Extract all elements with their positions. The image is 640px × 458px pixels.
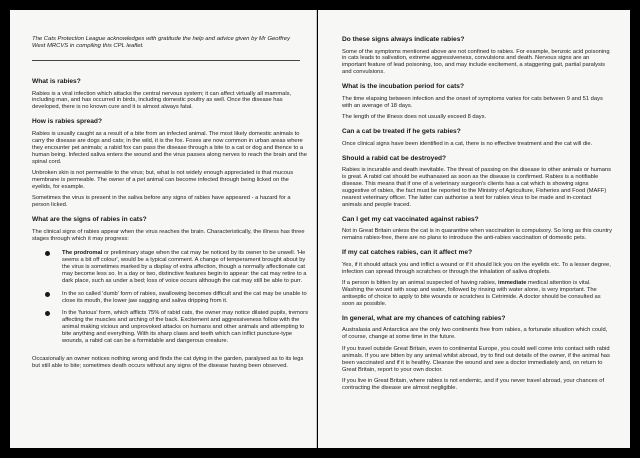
list-item [32,310,308,345]
paragraph: The clinical signs of rabies appear when the virus reaches the brain. Characteristically, the illness has three stages through which it may progress: [32,228,305,242]
heading-treated: Can a cat be treated if he gets rabies? [342,128,461,136]
bullet-text: In the so called 'dumb' form of rabies, swallowing becomes difficult and the cat may be unable to close its mouth, the lower jaw sagging and saliva dripping from it. [62,290,307,304]
paragraph: The time elapsing between infection and the onset of symptoms varies for cats between 9 and 51 days with an average of 18 days. [342,95,603,109]
list-item [32,250,308,285]
paragraph: Yes, if it should attack you and inflict a wound or if it should lick you on the eyelids etc. To a lesser degree, infection can spread through scratches or through the inhalation of saliva droplets. [342,261,611,275]
paragraph: Sometimes the virus is present in the saliva before any signs of rabies have appeared - a hazard for a person licked. [32,195,291,209]
heading-affect-me: If my cat catches rabies, can it affect me? [342,249,473,257]
paragraph: Rabies is a viral infection which attacks the central nervous system; it can affect virtually all mammals, including man, and has occurred in birds, including domestic poultry as well. Once the disease has developed, there is no known cure and it is almost always fatal. [32,90,292,111]
emphasis-immediate: immediate [497,280,527,287]
heading-incubation: What is the incubation period for cats? [342,83,464,91]
heading-chances: In general, what are my chances of catching rabies? [342,314,506,322]
bullet-text: In the 'furious' form, which afflicts 75% of rabid cats, the owner may notice dilated pupils, tremors affecting the muscles and arching of the back. Excitement and aggressiveness follow with the animal making vicious and unprovoked attacks on humans and other animals and attempting to bite anything and everything. With its sharp claws and teeth which can inflict puncture-type wounds, a rabid cat can be a formidable and dangerous creature. [62,310,308,345]
bullet-icon [45,311,50,316]
paragraph: If you live in Great Britain, where rabies is not endemic, and if you never travel abroad, your chances of contracting the disease are almost negligible. [342,378,605,392]
heading-destroyed: Should a rabid cat be destroyed? [342,154,447,162]
paragraph: Unbroken skin is not permeable to the virus; but, what is not widely enough appreciated is that mucous membrane is permeable. The owner of a pet animal can become infected through being licked on the eyelids, for example. [32,170,294,191]
paragraph: If a person is bitten by an animal suspected of having rabies, immediate medical attention is vital. Washing the wound with soap and water, followed by rinsing with water alone, is very important. The antiseptic of choice to apply to bite wounds or scratches is Cetrimide. A doctor should be consulted as soon as possible. [342,280,601,308]
right-column [342,36,612,392]
divider-rule [32,60,300,61]
stages-list [32,250,308,345]
left-page [10,10,317,448]
paragraph: Occasionally an owner notices nothing wrong and finds the cat dying in the garden, paralysed as to its legs but still able to bite; sometimes death occurs without any signs of the disease having been observed. [32,355,304,369]
bullet-icon [45,251,50,256]
paragraph: Some of the symptoms mentioned above are not confined to rabies. For example, benzoic acid poisoning in cats leads to salivation, extreme aggressiveness, convulsions and death. Nervous signs are an important feature of lead poisoning, too, and may include excitement, a staggering gait, partial paralysis and convulsions. [342,48,610,76]
heading-signs-indicate: Do these signs always indicate rabies? [342,36,465,43]
heading-vaccinated: Can I get my cat vaccinated against rabies? [342,215,479,223]
bullet-text: or preliminary stage when the cat may be noticed by its owner to be unwell. 'He seems a bit off colour', would be a typical comment. A change of temperament brought about by the virus is sometimes marked by a display of extra affection, though a normally affectionate cat may become less so. In a day or two, distinctive features begin to appear: the cat may retire to a dark place, such as under a bed; loss of voice occurs although the cat may still be able to purr. [62,249,307,284]
bullet-bold-lead: The prodromal [62,249,103,256]
bullet-icon [45,292,50,297]
paragraph: Australasia and Antarctica are the only two continents free from rabies, a fortunate situation which could, of course, change at some time in the future. [342,327,608,341]
paragraph: Rabies is usually caught as a result of a bite from an infected animal. The most likely domestic animals to carry the disease are dogs and cats; in the wild, it is the fox. Foxes are now common in urban areas where they encounter pet animals; a rabid fox can pass the disease through a bite to a cat or dog and thence to a human being. Infected saliva enters the wound and the virus passes along nerves to reach the brain and the spinal cord. [32,130,307,165]
paragraph: Rabies is incurable and death inevitable. The threat of passing on the disease to other animals or humans is great. A rabid cat should be euthanased as soon as the disease is confirmed. Rabies is a notifiable disease. This means that if one of a veterinary surgeon's clients has a cat which is showing signs suggestive of rabies, the fact must be reported to the Ministry of Agriculture, Fisheries and Food (MAFF) nearest veterinary officer. The latter can authorise a test for rabies virus to be made and in-contact animals and people traced. [342,167,612,208]
left-column [32,78,308,370]
heading-what-is-rabies: What is rabies? [32,78,81,85]
right-page [318,10,630,448]
paragraph: If you travel outside Great Britain, even to continental Europe, you could well come into contact with rabid animals. If you are bitten by any animal whilst abroad, try to find out details of the owner, if the animal has been vaccinated and if it is healthy. Cleanse the wound and see a doctor immediately and, on return to Great Britain, report to your own doctor. [342,345,610,373]
paragraph: The length of the illness does not usually exceed 8 days. [342,114,487,121]
acknowledgement: The Cats Protection League acknowledges with gratitude the help and advice given by Mr Geoffrey West MRCVS in compiling this CPL leaflet. [32,36,291,50]
heading-signs-in-cats: What are the signs of rabies in cats? [32,216,147,224]
paragraph: Not in Great Britain unless the cat is in quarantine when vaccination is compulsory. So long as this country remains rabies-free, there are no plans to introduce the anti-rabies vaccination of domestic pets. [342,228,612,242]
paragraph: Once clinical signs have been identified in a cat, there is no effective treatment and the cat will die. [342,140,593,147]
heading-how-spread: How is rabies spread? [32,118,102,126]
list-item [32,291,308,305]
